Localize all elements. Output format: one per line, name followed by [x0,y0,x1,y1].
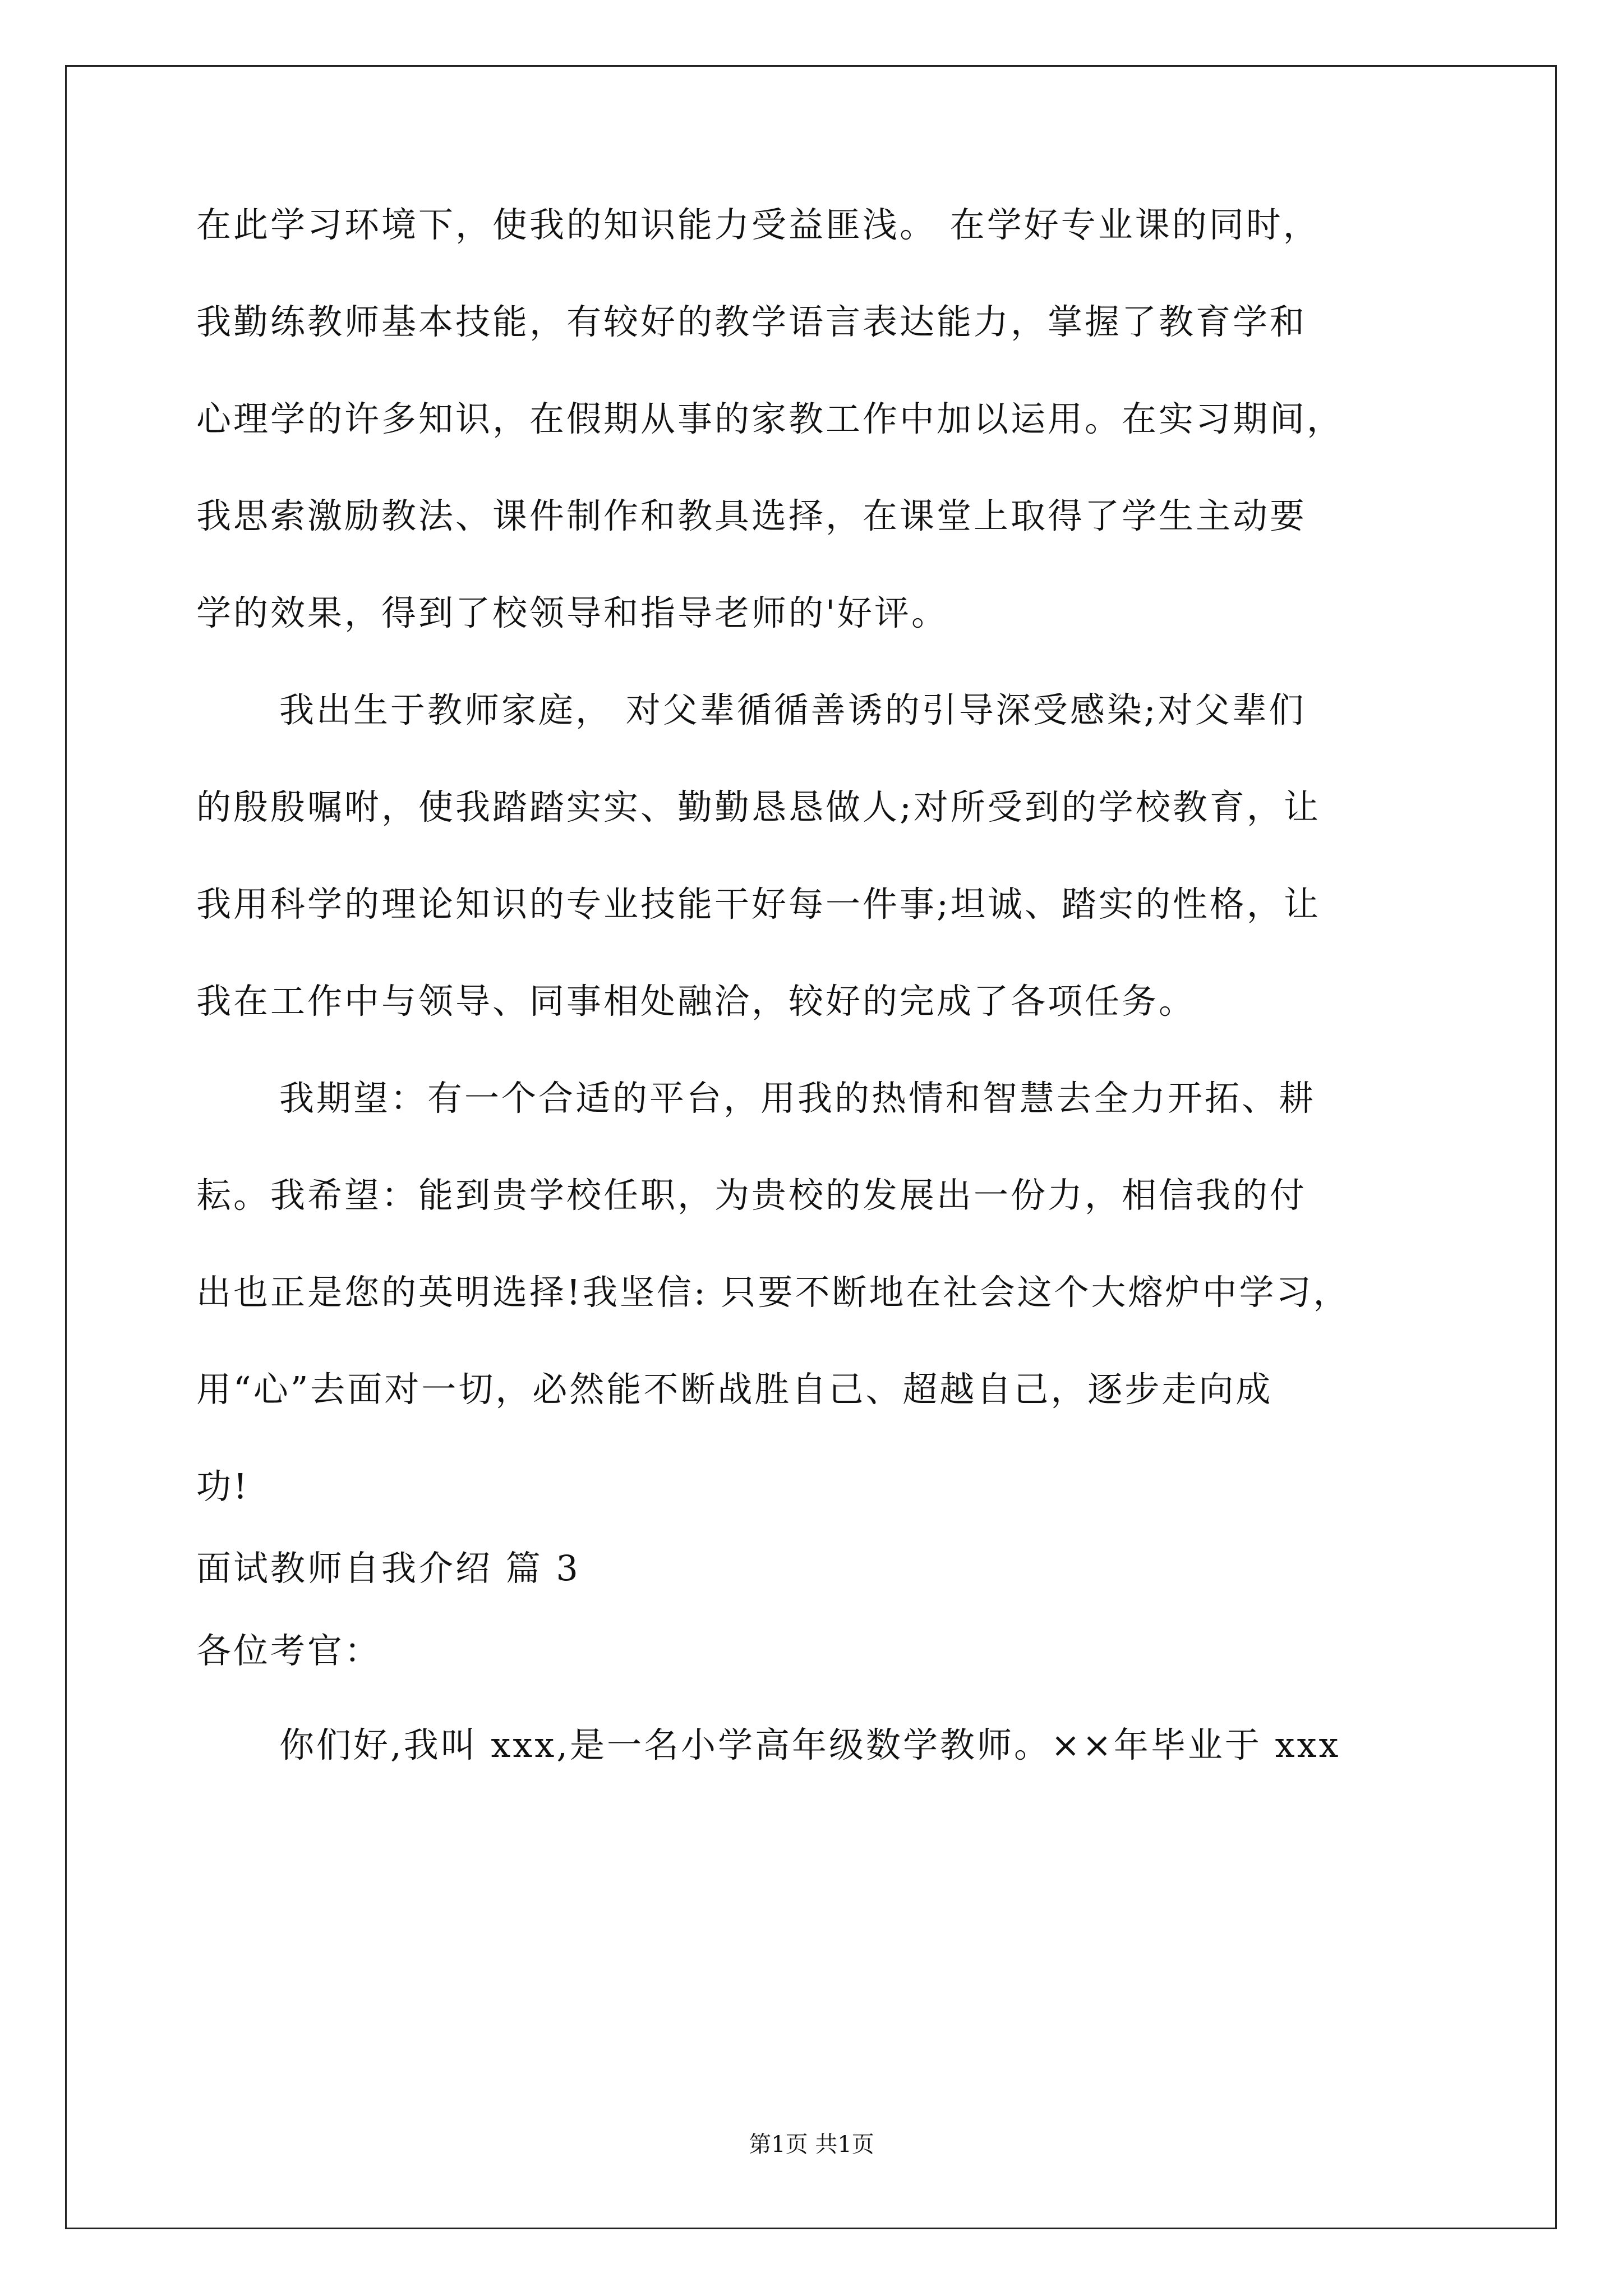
paragraph-line: 耘。我希望：能到贵学校任职，为贵校的发展出一份力，相信我的付 [196,1175,1307,1216]
paragraph-line: 的殷殷嘱咐，使我踏踏实实、勤勤恳恳做人;对所受到的学校教育，让 [196,786,1321,827]
paragraph-line: 你们好,我叫 xxx,是一名小学高年级数学教师。××年毕业于 xxx [279,1724,1341,1765]
salutation: 各位考官： [196,1630,382,1671]
paragraph-line: 我在工作中与领导、同事相处融洽，较好的完成了各项任务。 [196,981,1196,1022]
paragraph-line: 学的效果，得到了校领导和指导老师的'好评。 [196,592,949,633]
paragraph-line: 我勤练教师基本技能，有较好的教学语言表达能力，掌握了教育学和 [196,301,1307,342]
section-title: 面试教师自我介绍 篇 3 [196,1548,580,1589]
paragraph-line: 用“心”去面对一切，必然能不断战胜自己、超越自己，逐步走向成 [196,1369,1273,1410]
paragraph-line: 我思索激励教法、课件制作和教具选择，在课堂上取得了学生主动要 [196,495,1307,536]
paragraph-line: 我出生于教师家庭， 对父辈循循善诱的引导深受感染;对父辈们 [279,689,1306,730]
page-number: 第1页 共1页 [749,2132,874,2157]
paragraph-line: 功! [196,1466,250,1507]
paragraph-line: 我用科学的理论知识的专业技能干好每一件事;坦诚、踏实的性格，让 [196,884,1321,924]
paragraph-line: 出也正是您的英明选择!我坚信: 只要不断地在社会这个大熔炉中学习， [196,1272,1350,1313]
paragraph-line: 心理学的许多知识，在假期从事的家教工作中加以运用。在实习期间， [196,398,1344,439]
paragraph-line: 在此学习环境下，使我的知识能力受益匪浅。 在学好专业课的同时， [196,204,1320,245]
page-border [65,65,1557,2229]
paragraph-line: 我期望：有一个合适的平台，用我的热情和智慧去全力开拓、耕 [279,1078,1316,1119]
